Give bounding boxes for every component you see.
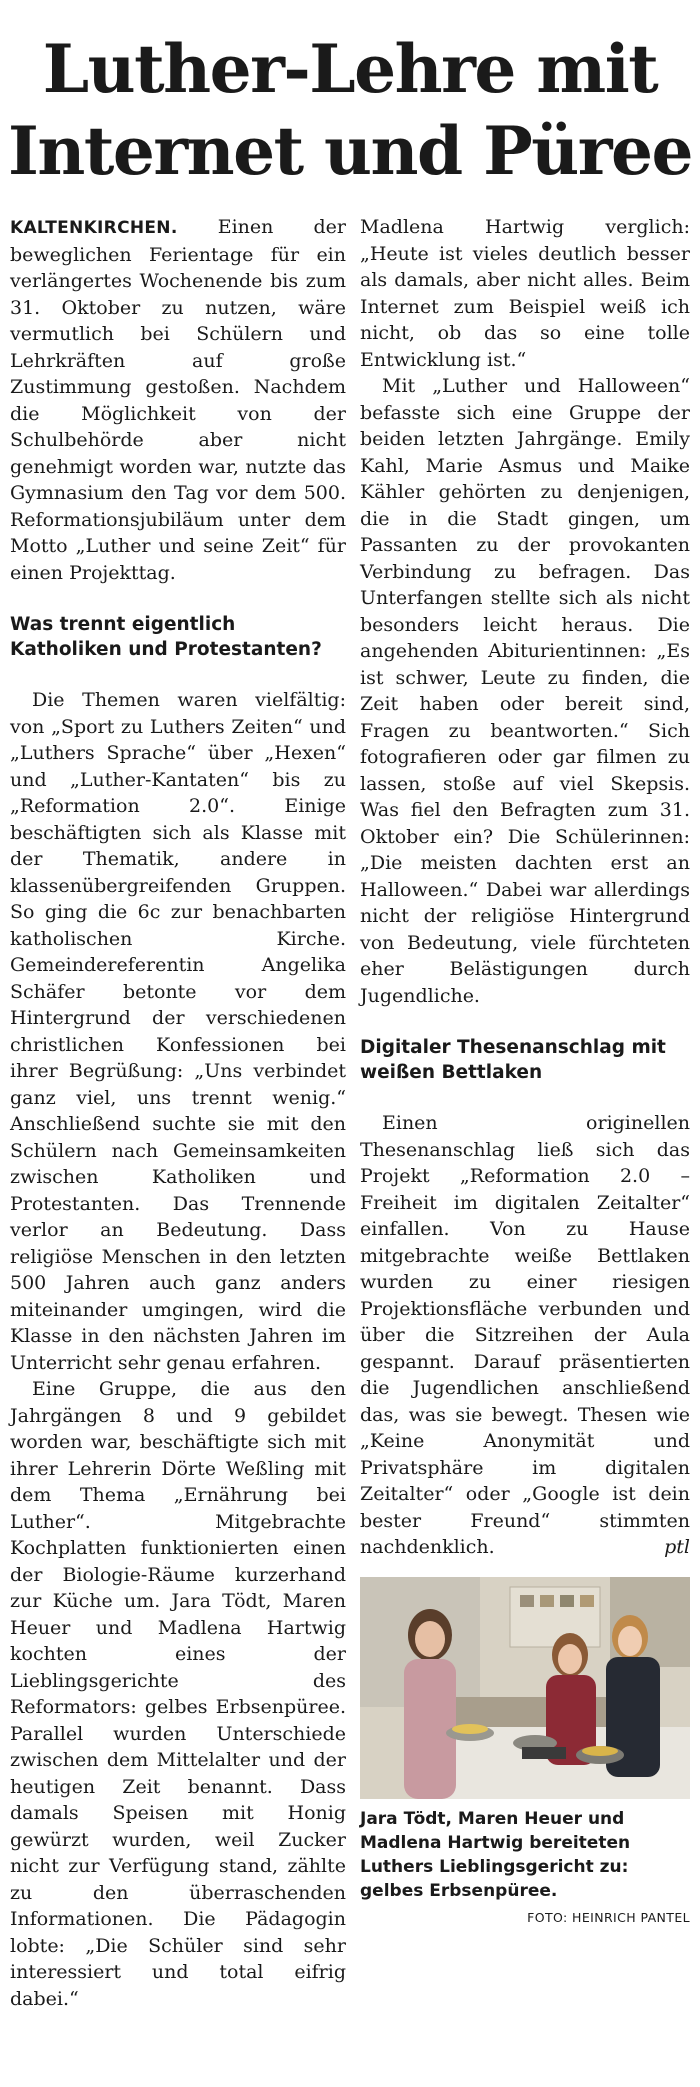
article-column-right <box>360 214 690 1931</box>
paragraph-text: Einen originellen Thesenanschlag ließ sich das Projekt „Reformation 2.0 – Freiheit im digitalen Zeitalter“ einfallen. Von zu Hause mitgebrachte weiße Bettlaken wurden zu einer riesigen Projektionsfläche verbunden und über die Sitzreihen der Aula gespannt. Darauf präsentierten die Jugendlichen anschließend das, was sie bewegt. Thesen wie „Keine Anonymität und Privatsphäre im digitalen Zeitalter“ oder „Google ist dein bester Freund“ stimmten nachdenklich. <box>360 1112 690 1558</box>
article-paragraph <box>10 214 346 586</box>
photo-caption: Jara Tödt, Maren Heuer und Madlena Hartwig bereiteten Luthers Lieblingsgericht zu: gelbes Erbsenpüree. <box>360 1808 631 1901</box>
headline-line-2: Internet und Püree <box>7 112 692 190</box>
subheading: Was trennt eigentlich Katholiken und Protestanten? <box>10 614 322 660</box>
article-paragraph: Madlena Hartwig verglich: „Heute ist vieles deutlich besser als damals, aber nicht alles. Beim Internet zum Beispiel weiß ich nicht, ob das so eine tolle Entwicklung ist.“ <box>360 216 690 371</box>
article-paragraph <box>360 1110 690 1561</box>
article-paragraph: Die Themen waren vielfältig: von „Sport zu Luthers Zeiten“ und „Luthers Sprache“ über „Hexen“ und „Luther-Kantaten“ bis zu „Reformation 2.0“. Einige beschäftigten sich als Klasse mit der Thematik, andere in klassenübergreifenden Gruppen. So ging die 6c zur benachbarten katholischen Kirche. Gemeindereferentin Angelika Schäfer betonte vor dem Hintergrund der verschiedenen christlichen Konfessionen bei ihrer Begrüßung: „Uns verbindet ganz viel, uns trennt wenig.“ Anschließend suchte sie mit den Schülern nach Gemeinsamkeiten zwischen Katholiken und Protestanten. Das Trennende verlor an Bedeutung. Dass religiöse Menschen in den letzten 500 Jahren auch ganz anders miteinander umgingen, wird die Klasse in den nächsten Jahren im Unterricht sehr genau erfahren. <box>10 689 346 1374</box>
dateline: KALTENKIRCHEN. <box>10 218 178 238</box>
photo-illustration <box>360 1577 690 1799</box>
author-initials: ptl <box>664 1536 690 1558</box>
headline-line-1: Luther-Lehre mit <box>42 30 658 108</box>
photo-credit: FOTO: HEINRICH PANTEL <box>527 1909 690 1925</box>
paragraph-text: Einen der beweglichen Ferientage für ein verlängertes Wochenende bis zum 31. Oktober zu nutzen, wäre vermutlich bei Schülern und Lehrkräften auf große Zustimmung gestoßen. Nachdem die Möglichkeit von der Schulbehörde aber nicht genehmigt worden war, nutzte das Gymnasium den Tag vor dem 500. Reformationsjubiläum unter dem Motto „Luther und seine Zeit“ für einen Projekttag. <box>10 216 346 584</box>
subheading: Digitaler Thesenanschlag mit weißen Bettlaken <box>360 1037 666 1083</box>
article-column-left <box>10 214 346 2012</box>
article-paragraph: Eine Gruppe, die aus den Jahrgängen 8 und 9 gebildet worden war, beschäftigte sich mit ihrer Lehrerin Dörte Weßling mit dem Thema „Ernährung bei Luther“. Mitgebrachte Kochplatten funktionierten einen der Biologie-Räume kurzerhand zur Küche um. Jara Tödt, Maren Heuer und Madlena Hartwig kochten eines der Lieblingsgerichte des Reformators: gelbes Erbsenpüree. Parallel wurden Unterschiede zwischen dem Mittelalter und der heutigen Zeit benannt. Dass damals Speisen mit Honig gewürzt wurden, weil Zucker nicht zur Verfügung stand, zählte zu den überraschenden Informationen. Die Pädagogin lobte: „Die Schüler sind sehr interessiert und total eifrig dabei.“ <box>10 1378 346 2010</box>
article-photo <box>360 1577 690 1799</box>
article-paragraph: Mit „Luther und Halloween“ befasste sich eine Gruppe der beiden letzten Jahrgänge. Emily Kahl, Marie Asmus und Maike Kähler gehörten zu denjenigen, die in die Stadt gingen, um Passanten zu der provokanten Verbindung zu befragen. Das Unterfangen stellte sich als nicht besonders leicht heraus. Die angehenden Abiturientinnen: „Es ist schwer, Leute zu finden, die Zeit haben oder bereit sind, Fragen zu beantworten.“ Sich fotografieren oder gar filmen zu lassen, stoße auf viel Skepsis. Was fiel den Befragten zum 31. Oktober ein? Die Schülerinnen: „Die meisten dachten erst an Halloween.“ Dabei war allerdings nicht der religiöse Hintergrund von Bedeutung, viele fürchteten eher Belästigungen durch Jugendliche. <box>360 375 690 1007</box>
article-headline <box>0 28 700 192</box>
